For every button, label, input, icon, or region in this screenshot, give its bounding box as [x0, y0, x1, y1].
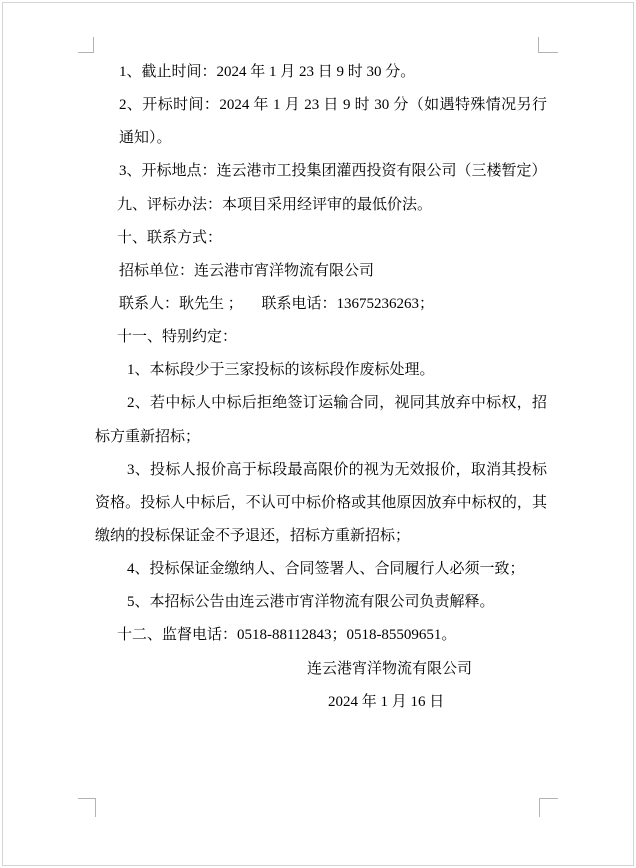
- margin-crop-mark-bottom-left: [78, 798, 96, 817]
- document-line: 5、本招标公告由连云港市宵洋物流有限公司负责解释。: [127, 594, 495, 611]
- document-line: 通知）。: [119, 130, 172, 147]
- document-line: 连云港宵洋物流有限公司: [307, 660, 473, 677]
- document-line: 九、评标办法：本项目采用经评审的最低价法。: [117, 196, 433, 213]
- document-line: 联系人：耿先生 ； 联系电话：13675236263；: [119, 295, 435, 312]
- document-line: 十二、监督电话：0518-88112843；0518-85509651。: [117, 627, 457, 644]
- document-line: 3、开标地点：连云港市工投集团灌西投资有限公司（三楼暂定）: [119, 163, 547, 180]
- document-line: 2、若中标人中标后拒绝签订运输合同，视同其放弃中标权，招: [127, 395, 547, 412]
- margin-crop-mark-bottom-right: [539, 798, 558, 817]
- document-line: 2、开标时间：2024 年 1 月 23 日 9 时 30 分（如遇特殊情况另行: [119, 97, 547, 114]
- document-body: [0, 56, 636, 719]
- document-line: 资格。投标人中标后，不认可中标价格或其他原因放弃中标权的，其: [95, 494, 547, 511]
- document-line: 1、本标段少于三家投标的该标段作废标处理。: [127, 362, 435, 379]
- document-line: 3、投标人报价高于标段最高限价的视为无效报价，取消其投标: [127, 461, 547, 478]
- document-line: 标方重新招标；: [95, 428, 201, 445]
- document-line: 十一、特别约定：: [117, 329, 238, 346]
- document-line: 招标单位：连云港市宵洋物流有限公司: [119, 262, 375, 279]
- document-line: 2024 年 1 月 16 日: [328, 693, 445, 710]
- margin-crop-mark-top-left: [78, 37, 94, 53]
- margin-crop-mark-top-right: [538, 37, 558, 53]
- document-line: 4、投标保证金缴纳人、合同签署人、合同履行人必须一致；: [127, 561, 525, 578]
- document-line: 1、截止时间：2024 年 1 月 23 日 9 时 30 分。: [119, 64, 416, 80]
- document-line: 缴纳的投标保证金不予退还，招标方重新招标；: [95, 527, 411, 544]
- document-line: 十、联系方式：: [117, 229, 223, 246]
